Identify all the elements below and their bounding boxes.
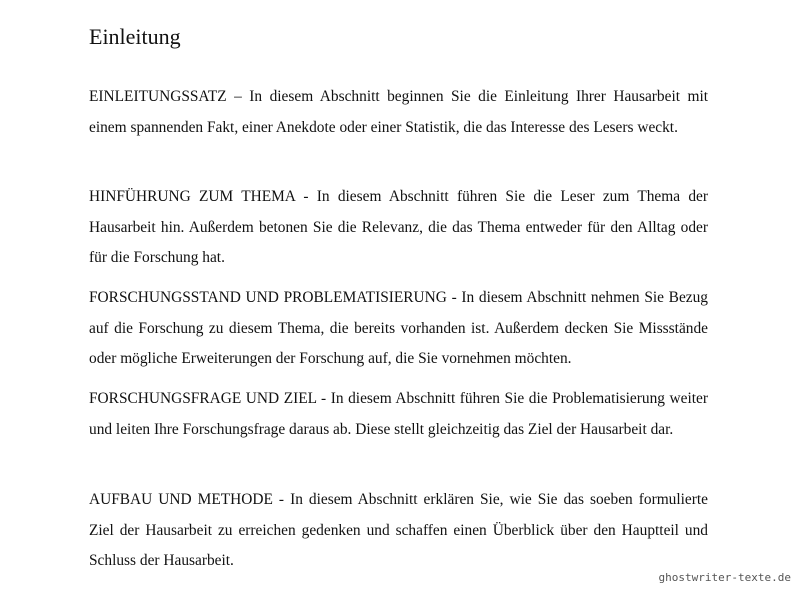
paragraph-hinfuehrung [89,182,708,274]
paragraph-label: HINFÜHRUNG ZUM THEMA [89,188,296,205]
paragraph-separator: - [295,188,317,205]
paragraph-label: FORSCHUNGSFRAGE UND ZIEL [89,390,317,407]
paragraph-separator: – [226,88,250,105]
paragraph-forschungsstand [89,283,708,375]
paragraph-separator: - [272,491,291,508]
paragraph-einleitungssatz [89,82,708,143]
paragraph-label: EINLEITUNGSSATZ [89,88,227,105]
paragraph-text: In diesem Abschnitt führen Sie die Problematisierung weiter und leiten Ihre Forschungsfrage daraus ab. Diese stellt gleichzeitig das Ziel der Hausarbeit dar. [89,390,708,438]
paragraph-text: In diesem Abschnitt erklären Sie, wie Sie das soeben formulierte Ziel der Hausarbeit zu erreichen gedenken und schaffen einen Überblick über den Hauptteil und Schluss der Hausarbeit. [89,491,708,569]
watermark-text: ghostwriter-texte.de [658,571,791,584]
paragraph-label: FORSCHUNGSSTAND UND PROBLEMATISIERUNG [89,289,447,306]
paragraph-aufbau [89,485,708,577]
paragraph-separator: - [446,289,462,306]
section-heading: Einleitung [89,24,181,49]
paragraph-label: AUFBAU UND METHODE [89,491,273,508]
paragraph-text: In diesem Abschnitt führen Sie die Leser zum Thema der Hausarbeit hin. Außerdem betonen Sie die Relevanz, die das Thema entweder für den Alltag oder für die Forschung hat. [89,188,708,266]
paragraph-separator: - [316,390,331,407]
paragraph-forschungsfrage [89,384,708,445]
paragraph-text: In diesem Abschnitt beginnen Sie die Einleitung Ihrer Hausarbeit mit einem spannenden Fakt, einer Anekdote oder einer Statistik, die das Interesse des Lesers weckt. [89,88,709,136]
paragraph-text: In diesem Abschnitt nehmen Sie Bezug auf die Forschung zu diesem Thema, die bereits vorhanden ist. Außerdem decken Sie Missstände oder mögliche Erweiterungen der Forschung auf, die Sie vornehmen möchten. [89,289,708,367]
